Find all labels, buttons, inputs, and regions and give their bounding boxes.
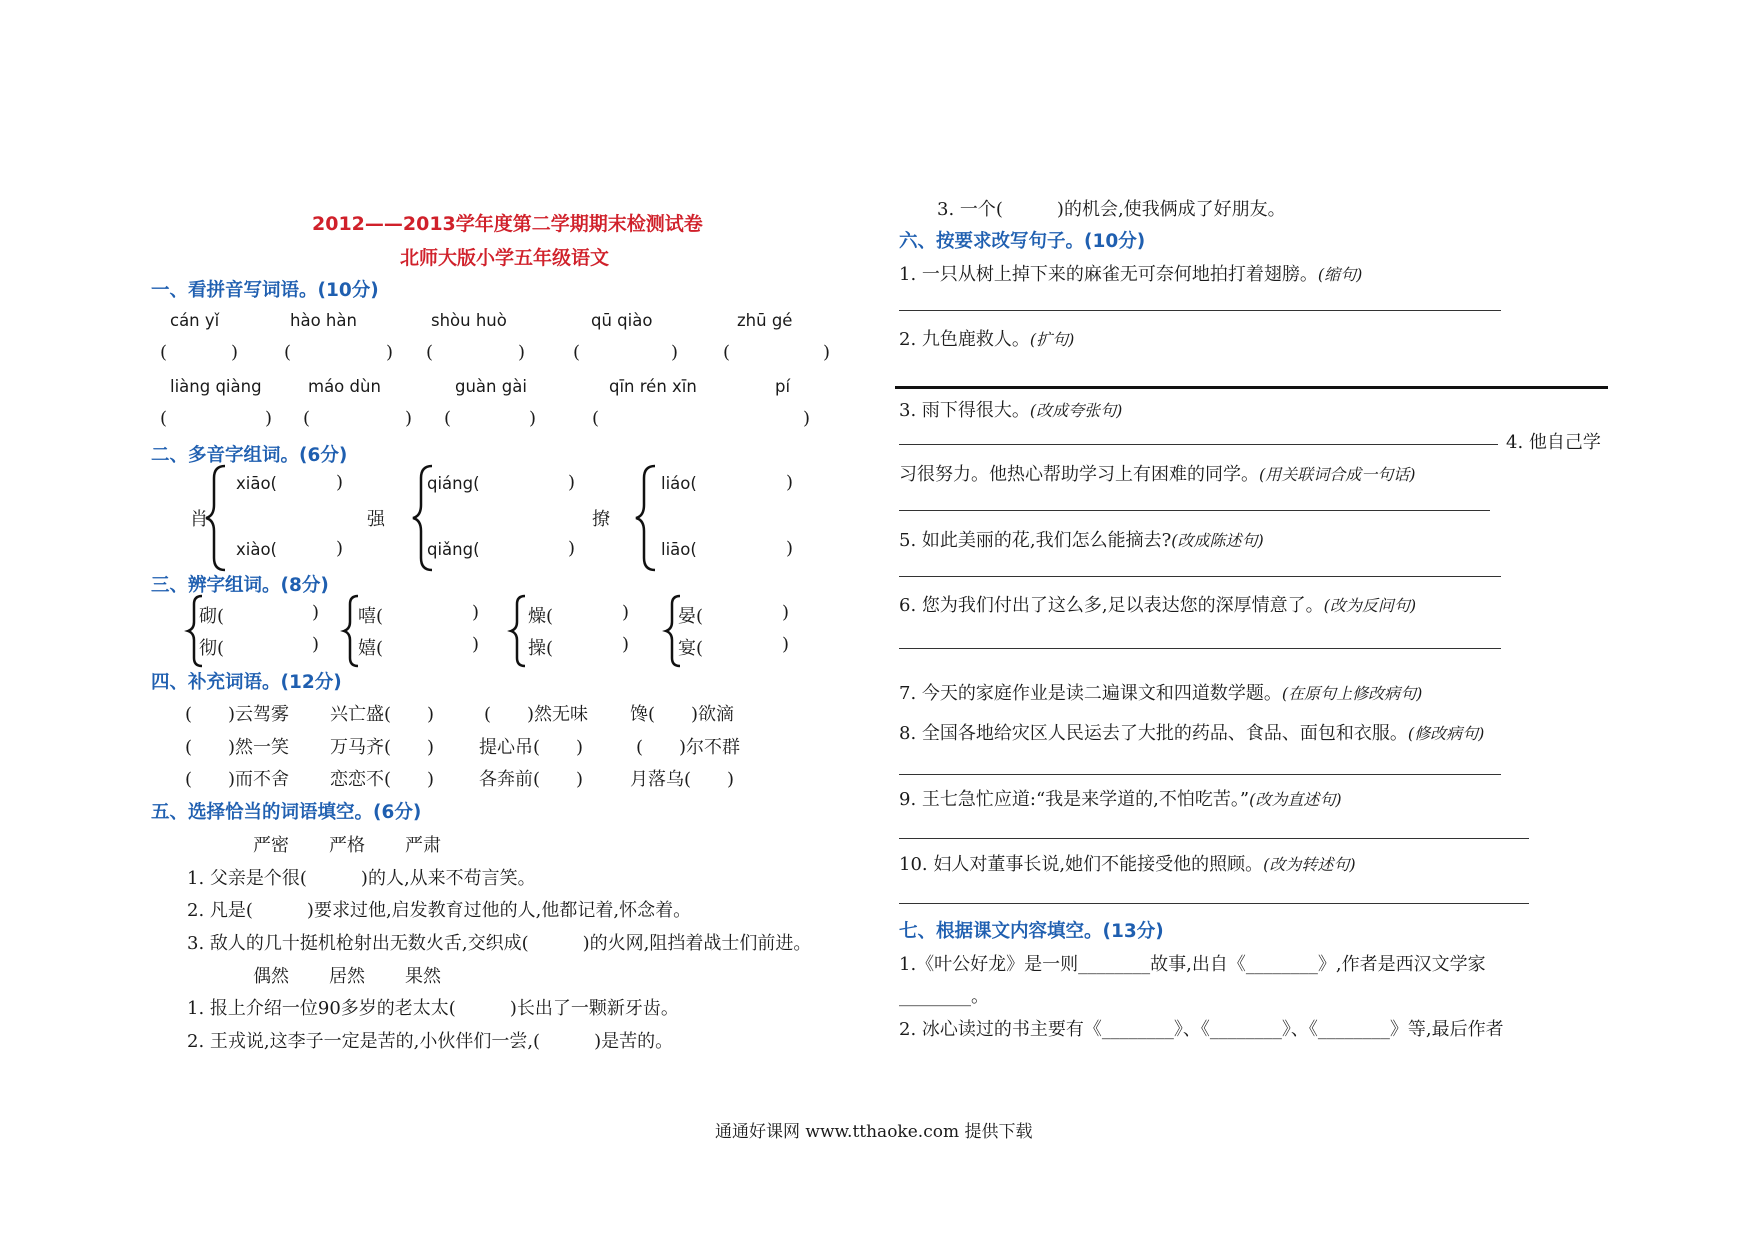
word-choice-1: 严密 <box>253 835 289 856</box>
section-3-heading: 三、辨字组词。(8分) <box>151 575 329 596</box>
polyphone-char-2: 强 <box>367 509 385 530</box>
polyphone-char-3: 撩 <box>592 509 610 530</box>
pinyin-10: pí <box>775 377 791 396</box>
paren-close: ) <box>472 602 480 623</box>
rewrite-q1-note: (缩句) <box>1317 265 1363 284</box>
answer-line-3[interactable] <box>899 444 1498 445</box>
pinyin-6: liàng qiàng <box>170 377 262 396</box>
pinyin-1: cán yǐ <box>170 311 220 330</box>
fill-question-6[interactable]: 3. 一个( )的机会,使我俩成了好朋友。 <box>937 199 1286 220</box>
rewrite-q7-note: (在原句上修改病句) <box>1281 684 1423 703</box>
recall-q1-line1[interactable]: 1.《叶公好龙》是一则________故事,出自《________》,作者是西汉文学家 <box>899 954 1486 975</box>
char-pair-4a[interactable]: 晏( <box>678 606 704 627</box>
rewrite-q6-text: 6. 您为我们付出了这么多,足以表达您的深厚情意了。 <box>899 595 1324 616</box>
rewrite-q4-start: 4. 他自己学 <box>1506 432 1601 453</box>
idiom-6[interactable]: 万马齐( ) <box>330 737 435 758</box>
idiom-4[interactable]: 馋( )欲滴 <box>630 704 735 725</box>
polyphone-char-1: 肖 <box>190 509 208 530</box>
section-2-heading: 二、多音字组词。(6分) <box>151 445 348 466</box>
char-pair-1b[interactable]: 彻( <box>199 638 225 659</box>
paren-close: ) <box>782 634 790 655</box>
answer-line-10[interactable] <box>899 903 1529 904</box>
rewrite-q2-text: 2. 九色鹿救人。 <box>899 329 1030 350</box>
answer-line-5[interactable] <box>899 576 1501 577</box>
idiom-5[interactable]: ( )然一笑 <box>185 737 290 758</box>
idiom-1[interactable]: ( )云驾雾 <box>185 704 290 725</box>
char-pair-2a[interactable]: 嘻( <box>358 606 384 627</box>
word-choice-6: 果然 <box>405 966 441 987</box>
paren-close: ) <box>786 538 794 559</box>
rewrite-q10-text: 10. 妇人对董事长说,她们不能接受他的照顾。 <box>899 854 1264 875</box>
pinyin-8: guàn gài <box>455 377 527 396</box>
footer-credit: 通通好课网 www.tthaoke.com 提供下载 <box>715 1122 1033 1142</box>
char-pair-3b[interactable]: 操( <box>528 638 554 659</box>
idiom-7[interactable]: 提心吊( ) <box>479 737 584 758</box>
rewrite-q6 <box>899 591 1416 617</box>
recall-q1-line2[interactable]: ________。 <box>899 986 989 1007</box>
pinyin-9: qīn rén xīn <box>609 377 697 396</box>
pinyin-5: zhū gé <box>737 311 793 330</box>
section-6-heading: 六、按要求改写句子。(10分) <box>899 231 1146 252</box>
rewrite-q1 <box>899 260 1362 286</box>
paren-close: ) <box>336 472 344 493</box>
pinyin-2: hào hàn <box>290 311 357 330</box>
section-4-heading: 四、补充词语。(12分) <box>151 672 342 693</box>
char-pair-3a[interactable]: 燥( <box>528 606 554 627</box>
answer-line-6[interactable] <box>899 648 1501 649</box>
idiom-8[interactable]: ( )尔不群 <box>636 737 741 758</box>
rewrite-q4-note: (用关联词合成一句话) <box>1259 465 1416 484</box>
fill-question-5[interactable]: 2. 王戎说,这李子一定是苦的,小伙伴们一尝,( )是苦的。 <box>187 1031 674 1052</box>
word-choice-5: 居然 <box>329 966 365 987</box>
polyphone-3b[interactable]: liāo( <box>661 540 697 559</box>
rewrite-q9 <box>899 785 1342 811</box>
paren-close: ) <box>622 602 630 623</box>
word-choice-2: 严格 <box>329 835 365 856</box>
rewrite-q7-text: 7. 今天的家庭作业是读二遍课文和四道数学题。 <box>899 683 1282 704</box>
rewrite-q9-text: 9. 王七急忙应道:“我是来学道的,不怕吃苦。” <box>899 789 1250 810</box>
answer-line-2[interactable] <box>895 386 1608 389</box>
fill-question-4[interactable]: 1. 报上介绍一位90多岁的老太太( )长出了一颗新牙齿。 <box>187 998 679 1019</box>
polyphone-1b[interactable]: xiào( <box>236 540 277 559</box>
rewrite-q3-text: 3. 雨下得很大。 <box>899 400 1030 421</box>
pinyin-4: qū qiào <box>591 311 653 330</box>
recall-q2[interactable]: 2. 冰心读过的书主要有《________》、《________》、《________》等,最后作者 <box>899 1019 1504 1040</box>
answer-line-9[interactable] <box>899 838 1529 839</box>
rewrite-q6-note: (改为反问句) <box>1323 596 1417 615</box>
paren-close: ) <box>472 634 480 655</box>
paren-close: ) <box>312 634 320 655</box>
rewrite-q2-note: (扩句) <box>1029 330 1075 349</box>
paren-close: ) <box>786 472 794 493</box>
rewrite-q10 <box>899 850 1356 876</box>
paren-close: ) <box>568 538 576 559</box>
section-5-heading: 五、选择恰当的词语填空。(6分) <box>151 802 422 823</box>
paren-close: ) <box>782 602 790 623</box>
rewrite-q5 <box>899 526 1264 552</box>
idiom-12[interactable]: 月落乌( ) <box>630 769 735 790</box>
idiom-9[interactable]: ( )而不舍 <box>185 769 290 790</box>
rewrite-q4 <box>899 460 1416 486</box>
answer-line-1[interactable] <box>899 310 1501 311</box>
idiom-3[interactable]: ( )然无味 <box>484 704 589 725</box>
rewrite-q10-note: (改为转述句) <box>1263 855 1356 874</box>
fill-question-3[interactable]: 3. 敌人的几十挺机枪射出无数火舌,交织成( )的火网,阻挡着战士们前进。 <box>187 933 812 954</box>
exam-title: 2012——2013学年度第二学期期末检测试卷 <box>312 213 703 235</box>
word-choice-3: 严肃 <box>405 835 441 856</box>
word-choice-4: 偶然 <box>253 966 289 987</box>
rewrite-q5-note: (改成陈述句) <box>1171 531 1264 550</box>
rewrite-q1-text: 1. 一只从树上掉下来的麻雀无可奈何地拍打着翅膀。 <box>899 264 1318 285</box>
polyphone-2a[interactable]: qiáng( <box>427 474 480 493</box>
answer-line-4[interactable] <box>899 510 1490 511</box>
fill-question-1[interactable]: 1. 父亲是个很( )的人,从来不苟言笑。 <box>187 868 536 889</box>
answer-line-8[interactable] <box>899 774 1501 775</box>
char-pair-2b[interactable]: 嬉( <box>358 638 384 659</box>
fill-question-2[interactable]: 2. 凡是( )要求过他,启发教育过他的人,他都记着,怀念着。 <box>187 900 692 921</box>
section-7-heading: 七、根据课文内容填空。(13分) <box>899 921 1164 942</box>
paren-close: ) <box>622 634 630 655</box>
rewrite-q4-text: 习很努力。他热心帮助学习上有困难的同学。 <box>899 464 1259 485</box>
rewrite-q9-note: (改为直述句) <box>1249 790 1342 809</box>
idiom-2[interactable]: 兴亡盛( ) <box>330 704 435 725</box>
rewrite-q2 <box>899 325 1074 351</box>
polyphone-1a[interactable]: xiāo( <box>236 474 277 493</box>
exam-subtitle: 北师大版小学五年级语文 <box>400 247 610 269</box>
char-pair-1a[interactable]: 砌( <box>199 606 225 627</box>
polyphone-3a[interactable]: liáo( <box>661 474 697 493</box>
idiom-10[interactable]: 恋恋不( ) <box>330 769 435 790</box>
rewrite-q5-text: 5. 如此美丽的花,我们怎么能摘去? <box>899 530 1172 551</box>
rewrite-q3-note: (改成夸张句) <box>1029 401 1123 420</box>
polyphone-2b[interactable]: qiǎng( <box>427 540 480 559</box>
rewrite-q7[interactable] <box>899 679 1422 705</box>
paren-close: ) <box>312 602 320 623</box>
rewrite-q8-note: (修改病句) <box>1407 724 1485 743</box>
pinyin-3: shòu huò <box>431 311 507 330</box>
pinyin-7: máo dùn <box>308 377 381 396</box>
paren-close: ) <box>336 538 344 559</box>
rewrite-q3 <box>899 396 1122 422</box>
section-1-heading: 一、看拼音写词语。(10分) <box>151 280 379 301</box>
rewrite-q8 <box>899 719 1484 745</box>
rewrite-q8-text: 8. 全国各地给灾区人民运去了大批的药品、食品、面包和衣服。 <box>899 723 1408 744</box>
idiom-11[interactable]: 各奔前( ) <box>479 769 584 790</box>
paren-close: ) <box>568 472 576 493</box>
char-pair-4b[interactable]: 宴( <box>678 638 704 659</box>
